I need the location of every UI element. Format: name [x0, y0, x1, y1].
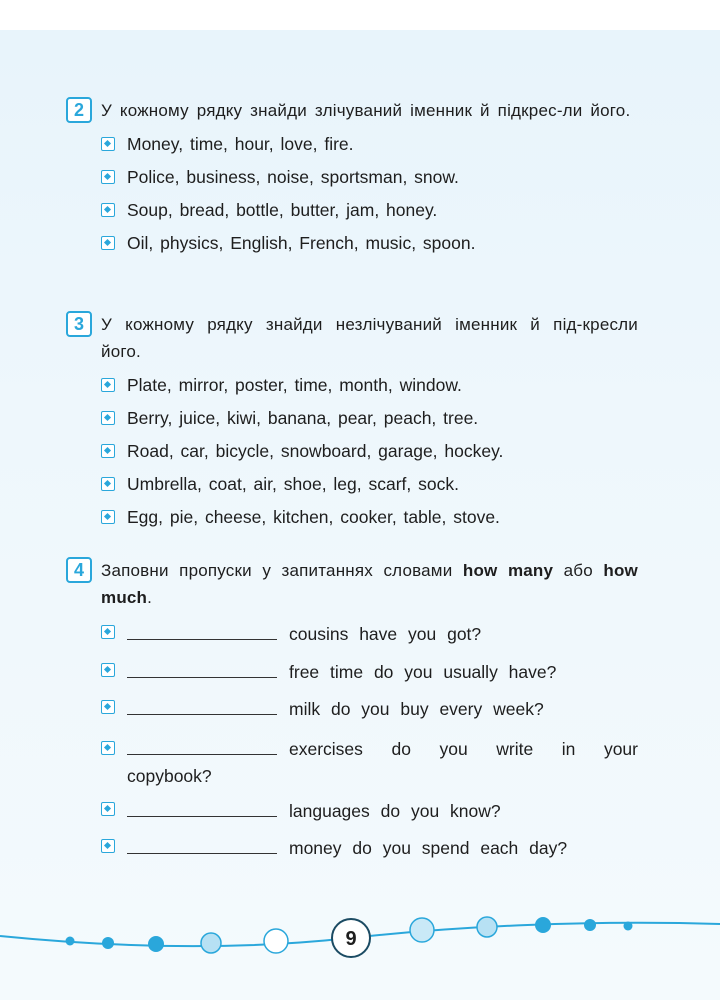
bullet-icon	[101, 700, 115, 714]
word-list	[66, 369, 638, 534]
keyword-how-many: how many	[462, 561, 554, 580]
bullet-icon	[101, 741, 115, 755]
footer-dot	[477, 917, 497, 937]
answer-blank[interactable]	[127, 734, 277, 755]
exercise-number-badge: 3	[66, 311, 92, 337]
exercise-number-badge: 4	[66, 557, 92, 583]
answer-blank[interactable]	[127, 833, 277, 854]
bullet-icon	[101, 802, 115, 816]
list-item: Money, time, hour, love, fire.	[66, 128, 638, 161]
list-item: exercises do you write in your copybook?	[66, 729, 638, 793]
bullet-icon	[101, 411, 115, 425]
list-item: money do you spend each day?	[66, 830, 638, 868]
exercise-number-badge: 2	[66, 97, 92, 123]
exercise-4	[66, 557, 638, 868]
exercise-instruction: У кожному рядку знайди злічуваний іменник й підкрес-ли його.	[101, 101, 631, 120]
footer-dot	[535, 917, 551, 933]
list-item: Soup, bread, bottle, butter, jam, honey.	[66, 194, 638, 227]
bullet-icon	[101, 663, 115, 677]
word-list	[66, 128, 638, 260]
list-item: Berry, juice, kiwi, banana, pear, peach, tree.	[66, 402, 638, 435]
list-item: Plate, mirror, poster, time, month, window.	[66, 369, 638, 402]
bullet-icon	[101, 477, 115, 491]
answer-blank[interactable]	[127, 796, 277, 817]
bullet-icon	[101, 839, 115, 853]
list-item: cousins have you got?	[66, 616, 638, 654]
exercise-2	[66, 97, 638, 260]
exercise-instruction: У кожному рядку знайди незлічуваний іменник й під-кресли його.	[101, 315, 638, 361]
footer-decoration	[0, 890, 720, 990]
keyword-how-much: how much	[101, 561, 638, 607]
list-item: Oil, physics, English, French, music, spoon.	[66, 227, 638, 260]
answer-blank[interactable]	[127, 694, 277, 715]
exercise-3	[66, 311, 638, 534]
list-item: Egg, pie, cheese, kitchen, cooker, table, stove.	[66, 501, 638, 534]
bullet-icon	[101, 203, 115, 217]
footer-dot	[624, 922, 633, 931]
list-item: Police, business, noise, sportsman, snow.	[66, 161, 638, 194]
workbook-page	[0, 30, 720, 1000]
list-item: free time do you usually have?	[66, 654, 638, 692]
list-item: languages do you know?	[66, 793, 638, 831]
footer-dot	[584, 919, 596, 931]
footer-dot	[102, 937, 114, 949]
footer-dot	[201, 933, 221, 953]
list-item: Umbrella, coat, air, shoe, leg, scarf, sock.	[66, 468, 638, 501]
footer-dot	[66, 937, 75, 946]
answer-blank[interactable]	[127, 619, 277, 640]
bullet-icon	[101, 625, 115, 639]
bullet-icon	[101, 510, 115, 524]
answer-blank[interactable]	[127, 657, 277, 678]
bullet-icon	[101, 378, 115, 392]
fill-in-list	[66, 616, 638, 868]
exercise-instruction: Заповни пропуски у запитаннях словами how many або how much.	[101, 561, 638, 607]
page-number: 9	[345, 928, 357, 950]
list-item: milk do you buy every week?	[66, 691, 638, 729]
footer-dot	[148, 936, 164, 952]
bullet-icon	[101, 236, 115, 250]
footer-dot	[410, 918, 434, 942]
list-item: Road, car, bicycle, snowboard, garage, hockey.	[66, 435, 638, 468]
bullet-icon	[101, 444, 115, 458]
bullet-icon	[101, 137, 115, 151]
bullet-icon	[101, 170, 115, 184]
footer-dot	[264, 929, 288, 953]
